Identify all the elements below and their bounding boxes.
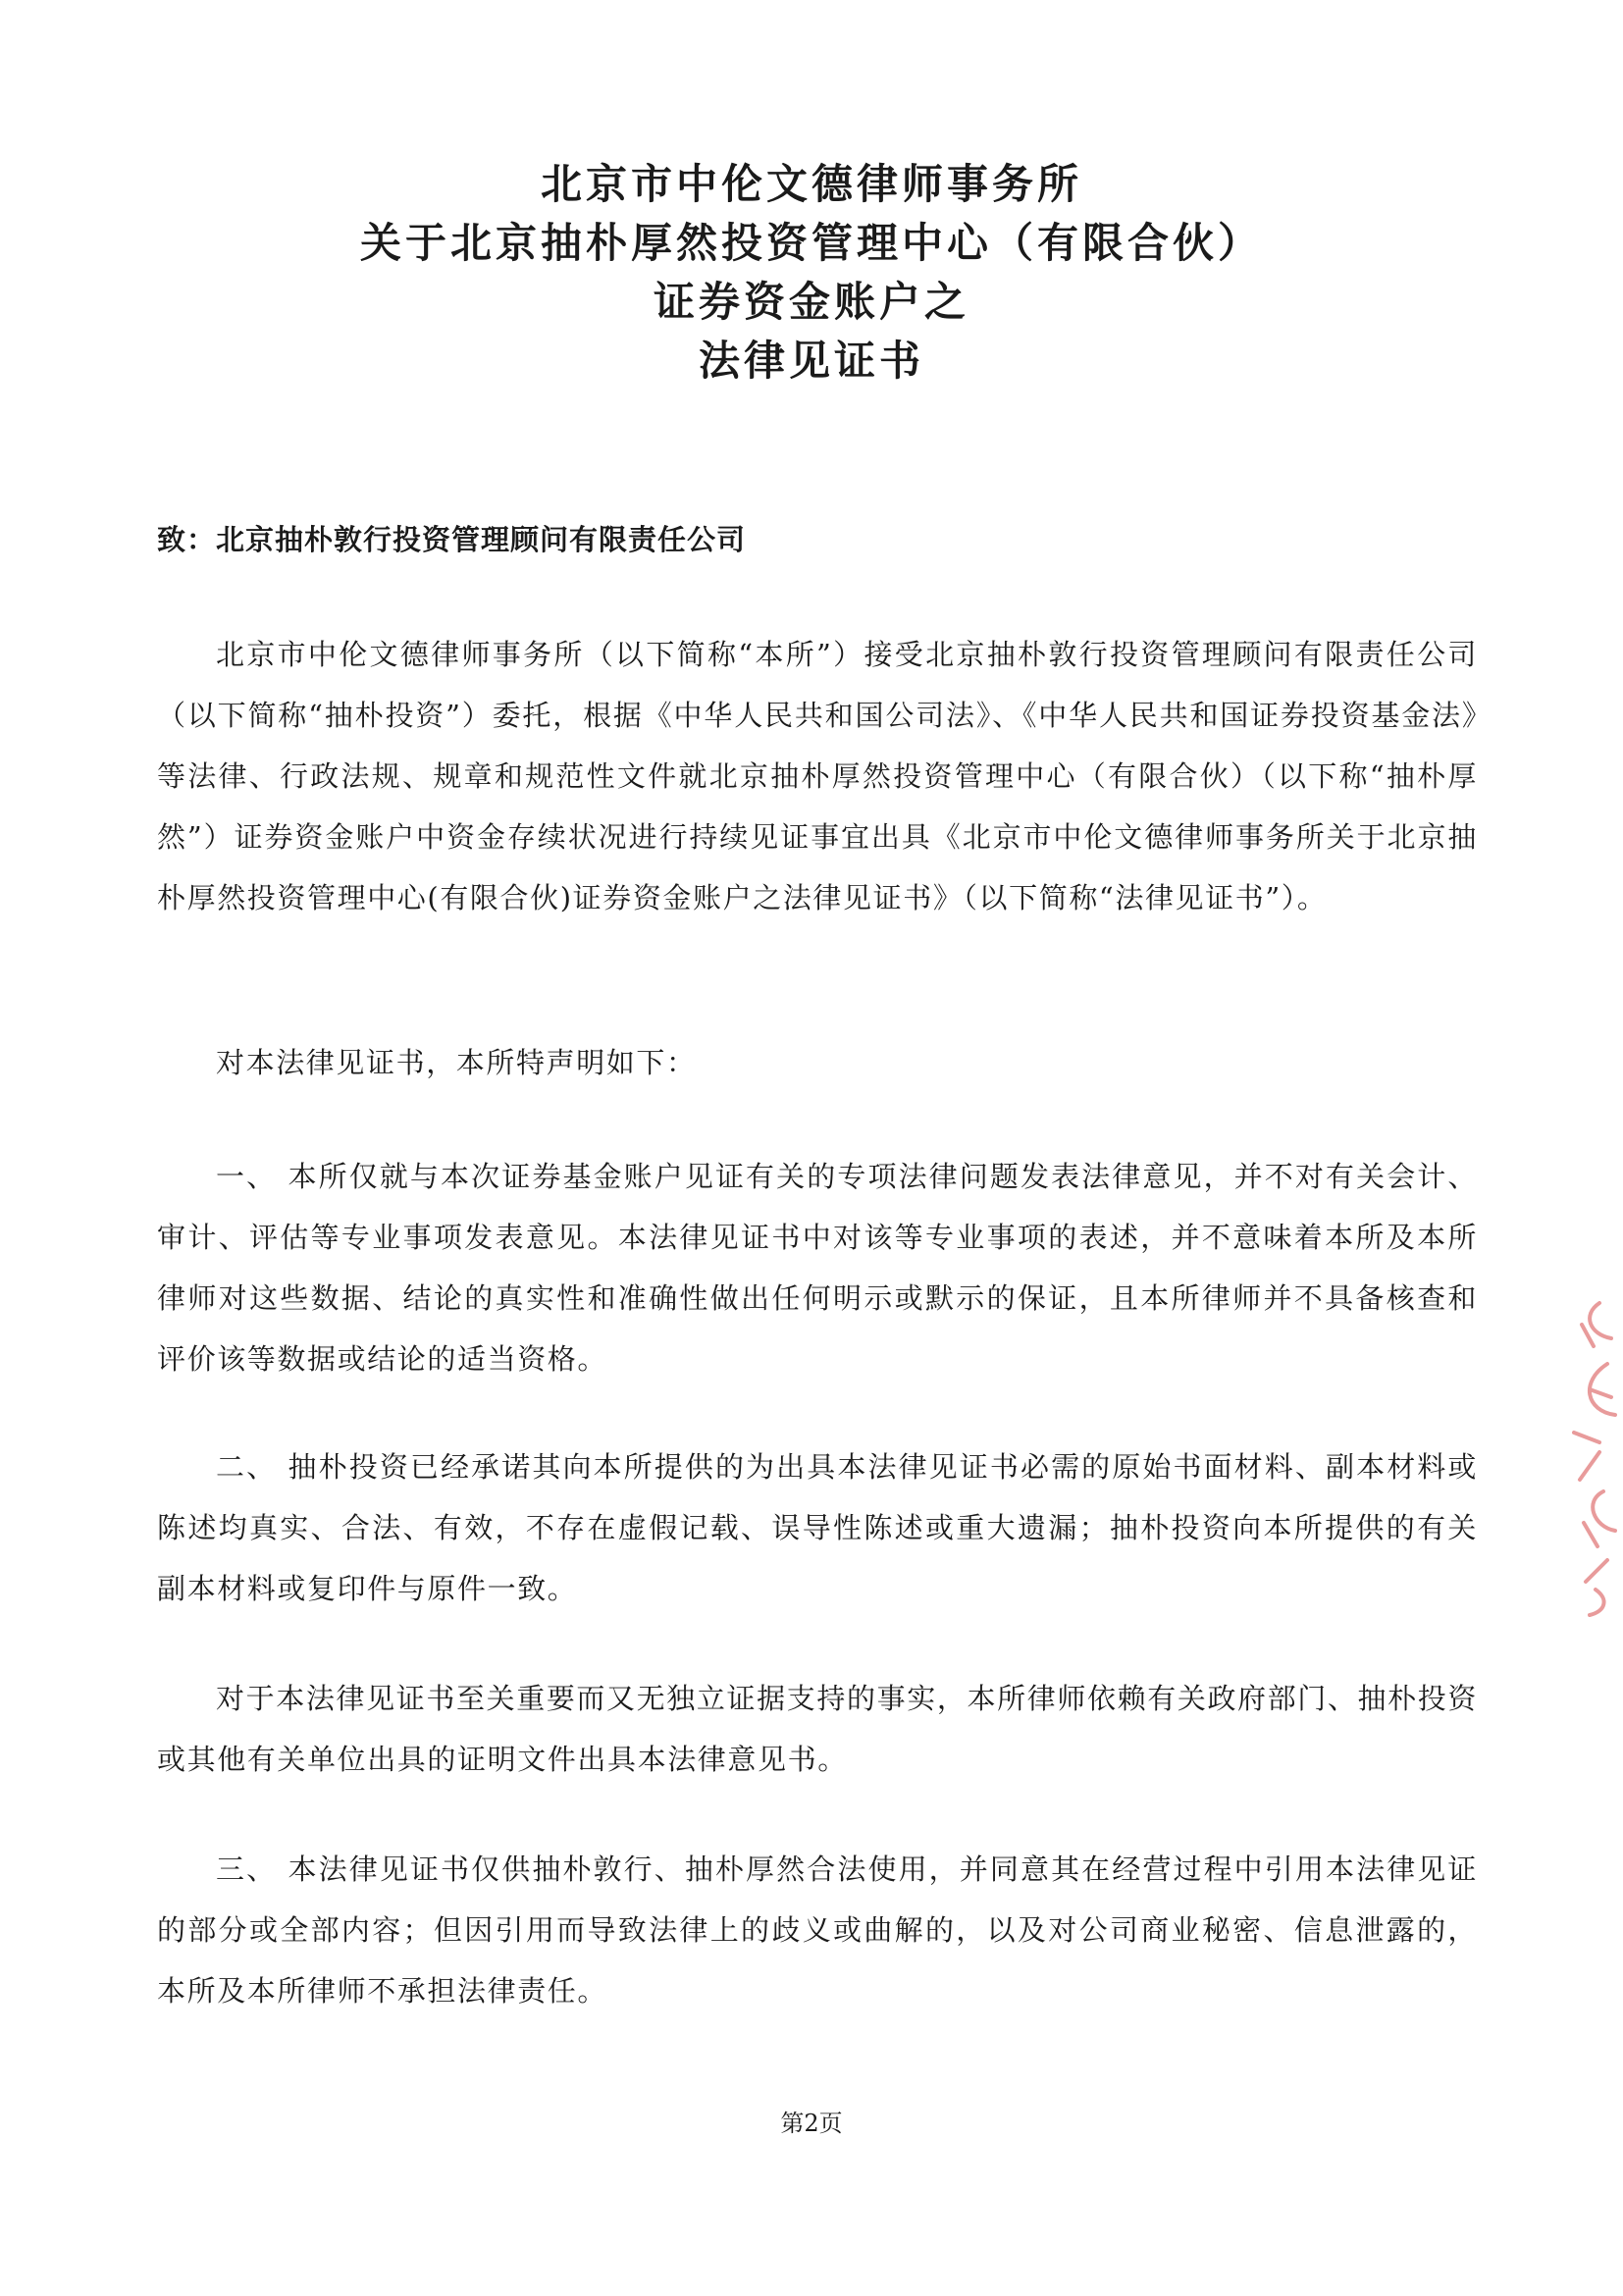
intro-paragraph: 北京市中伦文德律师事务所（以下简称“本所”）接受北京抽朴敦行投资管理顾问有限责任公司（以下简称“抽朴投资”）委托，根据《中华人民共和国公司法》、《中华人民共和国证券投资基金法》等法律、行政法规、规章和规范性文件就北京抽朴厚然投资管理中心（有限合伙）（以下称“抽朴厚然”）证券资金账户中资金存续状况进行持续见证事宜出具《北京市中伦文德律师事务所关于北京抽朴厚然投资管理中心(有限合伙)证券资金账户之法律见证书》（以下简称“法律见证书”）。	[157, 638, 1478, 914]
clause-three-paragraph: 三、 本法律见证书仅供抽朴敦行、抽朴厚然合法使用，并同意其在经营过程中引用本法律见证的部分或全部内容；但因引用而导致法律上的歧义或曲解的，以及对公司商业秘密、信息泄露的，本所及本所律师不承担法律责任。	[157, 1852, 1478, 2008]
addressee-line: 致：北京抽朴敦行投资管理顾问有限责任公司	[157, 523, 747, 556]
title-line-doctype: 法律见证书	[698, 337, 924, 385]
page-number: 第2页	[780, 2110, 843, 2137]
declaration-paragraph: 对本法律见证书，本所特声明如下：	[216, 1046, 697, 1079]
clause-two-paragraph: 二、 抽朴投资已经承诺其向本所提供的为出具本法律见证书必需的原始书面材料、副本材料或陈述均真实、合法、有效，不存在虚假记载、误导性陈述或重大遗漏；抽朴投资向本所提供的有关副本材料或复印件与原件一致。	[157, 1450, 1478, 1605]
seal-stamp-fragment	[1560, 1295, 1623, 1619]
seal-stamp-icon	[1560, 1295, 1623, 1619]
document-title	[0, 155, 1623, 391]
title-line-firm: 北京市中伦文德律师事务所	[540, 160, 1082, 208]
title-line-subject: 关于北京抽朴厚然投资管理中心（有限合伙）	[359, 219, 1263, 267]
title-line-account: 证券资金账户之	[653, 278, 969, 326]
reliance-paragraph: 对于本法律见证书至关重要而又无独立证据支持的事实，本所律师依赖有关政府部门、抽朴投资或其他有关单位出具的证明文件出具本法律意见书。	[157, 1682, 1478, 1776]
clause-one-paragraph: 一、 本所仅就与本次证券基金账户见证有关的专项法律问题发表法律意见，并不对有关会计、审计、评估等专业事项发表意见。本法律见证书中对该等专业事项的表述，并不意味着本所及本所律师对这些数据、结论的真实性和准确性做出任何明示或默示的保证，且本所律师并不具备核查和评价该等数据或结论的适当资格。	[157, 1160, 1478, 1376]
